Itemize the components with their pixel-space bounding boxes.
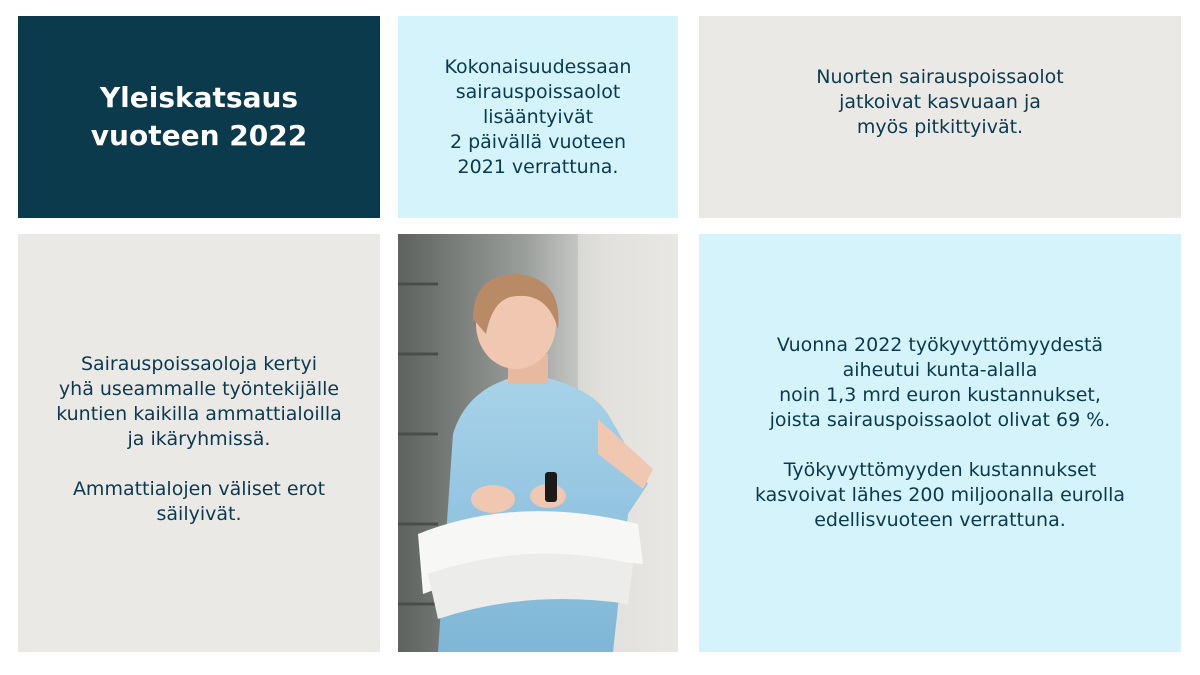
text-line: 2 päivällä vuoteen xyxy=(449,130,626,153)
title-line-1: Yleiskatsaus xyxy=(99,81,299,114)
paragraph xyxy=(755,458,1125,533)
text-line: sairauspoissaolot xyxy=(455,80,621,103)
costs-tile xyxy=(699,234,1181,652)
text-line: säilyivät. xyxy=(156,502,242,525)
text-line: jatkoivat kasvuaan ja xyxy=(839,90,1041,113)
young-employees-tile xyxy=(699,16,1181,218)
paragraph xyxy=(755,333,1125,433)
paragraph xyxy=(56,477,342,527)
absence-spread-text xyxy=(56,352,342,527)
text-line: Ammattialojen väliset erot xyxy=(72,477,326,500)
text-line: edellisvuoteen verrattuna. xyxy=(814,509,1066,531)
text-line: 2021 verrattuna. xyxy=(457,155,619,178)
title-line-2: vuoteen 2022 xyxy=(90,119,308,152)
text-line: Vuonna 2022 työkyvyttömyydestä xyxy=(776,334,1104,356)
absence-spread-tile xyxy=(18,234,380,652)
title-tile xyxy=(18,16,380,218)
paragraph-gap xyxy=(755,433,1125,458)
text-line: Kokonaisuudessaan xyxy=(444,55,632,78)
nurse-photo-illustration xyxy=(398,234,678,652)
paragraph-gap xyxy=(56,452,342,477)
text-line: aiheutui kunta-alalla xyxy=(842,359,1038,381)
text-line: joista sairauspoissaolot olivat 69 %. xyxy=(769,409,1111,431)
costs-text xyxy=(755,333,1125,533)
nurse-photo xyxy=(398,234,678,652)
paragraph xyxy=(56,352,342,452)
text-line: Sairauspoissaoloja kertyi xyxy=(80,352,318,375)
text-line: myös pitkittyivät. xyxy=(856,115,1024,138)
total-change-tile xyxy=(398,16,678,218)
text-line: Nuorten sairauspoissaolot xyxy=(816,65,1064,88)
text-line: noin 1,3 mrd euron kustannukset, xyxy=(779,384,1101,406)
text-line: kasvoivat lähes 200 miljoonalla eurolla xyxy=(754,484,1126,506)
text-line: lisääntyivät xyxy=(482,105,594,128)
young-employees-text xyxy=(816,65,1064,140)
text-line: ja ikäryhmissä. xyxy=(127,427,271,450)
total-change-text xyxy=(445,55,632,180)
page-title xyxy=(91,79,307,155)
text-line: kuntien kaikilla ammattialoilla xyxy=(56,402,342,425)
text-line: yhä useammalle työntekijälle xyxy=(58,377,340,400)
text-line: Työkyvyttömyyden kustannukset xyxy=(783,459,1097,481)
